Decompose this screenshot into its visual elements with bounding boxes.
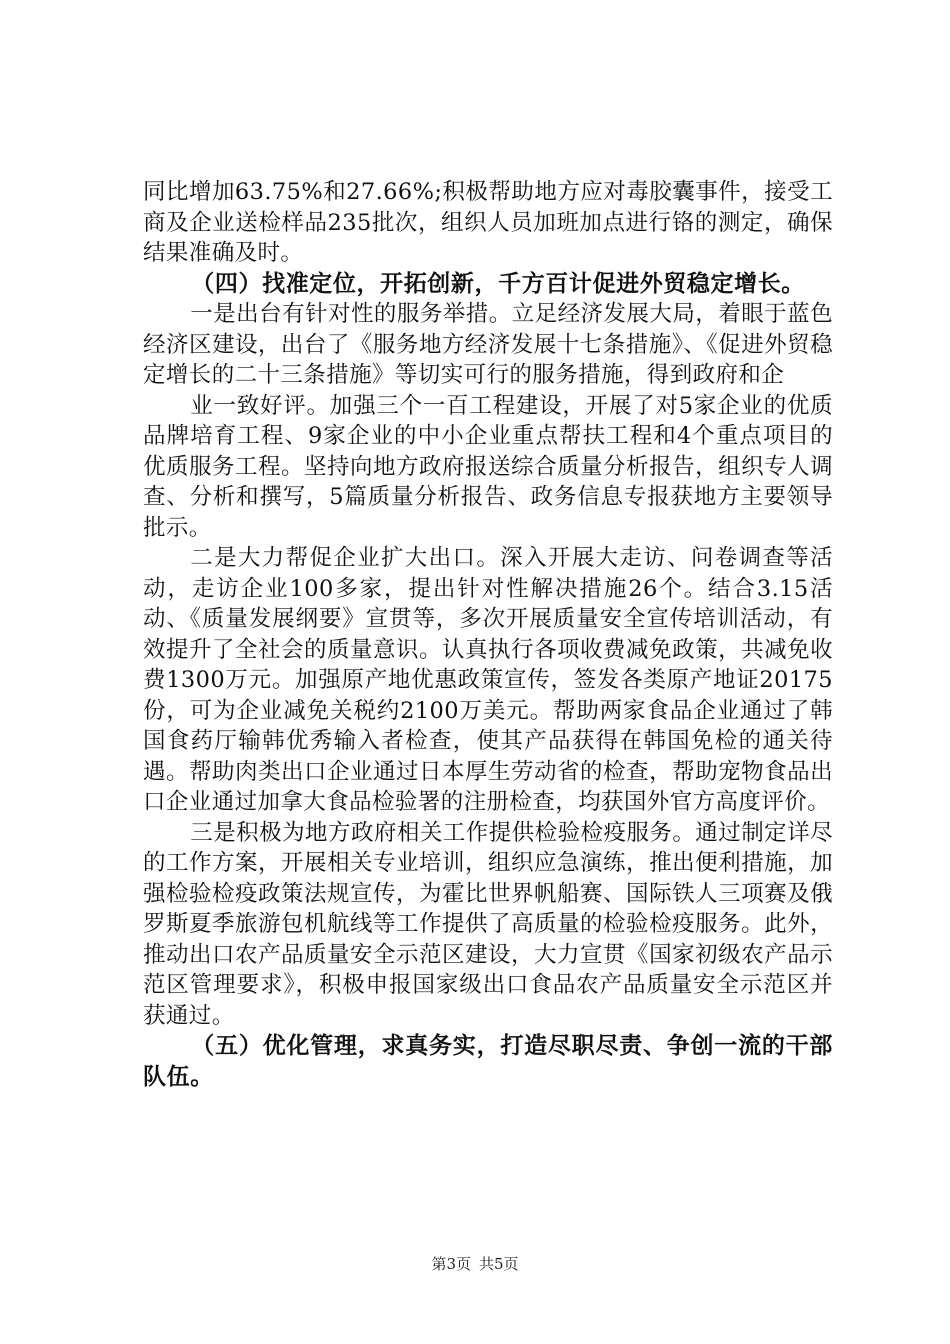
paragraph-continuation: 同比增加63.75%和27.66%;积极帮助地方应对毒胶囊事件，接受工商及企业送检样品235批次，组织人员加班加点进行铬的测定，确保结果准确及时。 xyxy=(143,179,833,266)
section-heading-five: （五）优化管理，求真务实，打造尽职尽责、争创一流的干部队伍。 xyxy=(143,1033,833,1090)
paragraph-service-measures: 一是出台有针对性的服务举措。立足经济发展大局，着眼于蓝色经济区建设，出台了《服务地方经济发展十七条措施》、《促进外贸稳定增长的二十三条措施》等切实可行的服务措施，得到政府和企 xyxy=(143,301,833,388)
page-footer xyxy=(0,1254,950,1274)
total-pages: 共5页 xyxy=(479,1255,519,1273)
paragraph-export-support: 二是大力帮促企业扩大出口。深入开展大走访、问卷调查等活动，走访企业100多家，提出针对性解决措施26个。结合3.15活动、《质量发展纲要》宣贯等，多次开展质量安全宣传培训活动，有效提升了全社会的质量意识。认真执行各项收费减免政策，共减免收费1300万元。加强原产地优惠政策宣传，签发各类原产地证20175份，可为企业减免关税约2100万美元。帮助两家食品企业通过了韩国食药厅输韩优秀输入者检查，使其产品获得在韩国免检的通关待遇。帮助肉类出口企业通过日本厚生劳动省的检查，帮助宠物食品出口企业通过加拿大食品检验署的注册检查，均获国外官方高度评价。 xyxy=(143,545,833,815)
paragraph-inspection-services: 三是积极为地方政府相关工作提供检验检疫服务。通过制定详尽的工作方案，开展相关专业培训，组织应急演练，推出便利措施，加强检验检疫政策法规宣传，为霍比世界帆船赛、国际铁人三项赛及俄罗斯夏季旅游包机航线等工作提供了高质量的检验检疫服务。此外，推动出口农产品质量安全示范区建设，大力宣贯《国家初级农产品示范区管理要求》，积极申报国家级出口食品农产品质量安全示范区并获通过。 xyxy=(143,819,833,1029)
paragraph-enterprise-praise: 业一致好评。加强三个一百工程建设，开展了对5家企业的优质品牌培育工程、9家企业的中小企业重点帮扶工程和4个重点项目的优质服务工程。坚持向地方政府报送综合质量分析报告，组织专人调查、分析和撰写，5篇质量分析报告、政务信息专报获地方主要领导批示。 xyxy=(143,392,833,541)
document-body xyxy=(143,177,833,1092)
page-number: 第3页 xyxy=(431,1255,471,1273)
section-heading-four: （四）找准定位，开拓创新，千方百计促进外贸稳定增长。 xyxy=(191,270,805,297)
